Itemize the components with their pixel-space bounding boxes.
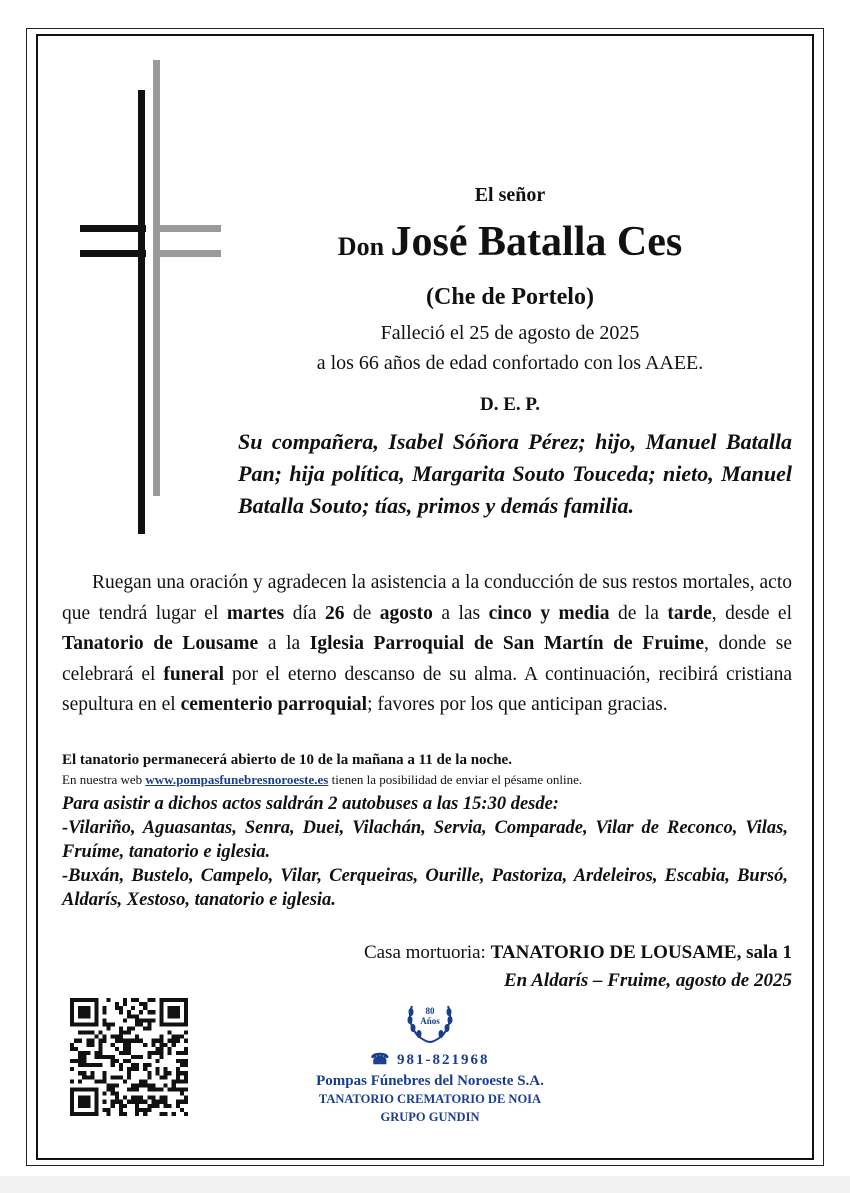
funeral-home-value: TANATORIO DE LOUSAME, sala 1 <box>490 942 792 963</box>
cross-black-vertical <box>138 90 145 534</box>
dep-text: D. E. P. <box>479 394 540 415</box>
cross-black-horizontal-top <box>80 225 146 232</box>
name-main: José Batalla Ces <box>390 219 683 265</box>
funeral-home-label: Casa mortuoria: <box>363 942 491 963</box>
cross-black-horizontal-bottom <box>80 250 146 257</box>
ceremony-text: , donde se celebrará el <box>62 633 793 685</box>
seal-number: 80 <box>425 1006 435 1016</box>
website-link[interactable]: www.pompasfunebresnoroeste.es <box>145 772 329 787</box>
death-date: Falleció el 25 de agosto de 2025 <box>380 322 640 344</box>
seal-label: Años <box>420 1016 440 1026</box>
ceremony-text: a la <box>258 633 310 654</box>
death-info <box>230 318 790 378</box>
ceremony-period: tarde <box>667 602 712 624</box>
company-name: Pompas Fúnebres del Noroeste S.A. <box>316 1073 544 1089</box>
ceremony-month: agosto <box>379 602 433 624</box>
web-note-text: tienen la posibilidad de enviar el pésame online. <box>328 772 583 787</box>
ceremony-text: de <box>344 602 380 624</box>
company-subtitle: TANATORIO CREMATORIO DE NOIA <box>318 1092 542 1106</box>
ceremony-text: ; favores por los que anticipan gracias. <box>367 694 668 715</box>
web-note-text: En nuestra web <box>62 772 146 787</box>
ceremony-text: a las <box>432 602 489 624</box>
bottom-strip <box>0 1176 850 1193</box>
funeral-home <box>62 942 792 964</box>
ceremony-text: , desde el <box>711 602 793 624</box>
phone-number[interactable] <box>270 1050 590 1069</box>
bus-info <box>62 792 788 912</box>
ceremony-time: cinco y media <box>488 602 610 624</box>
bus-route-2: -Buxán, Bustelo, Campelo, Vilar, Cerqueiras, Ourille, Pastoriza, Ardeleiros, Escabia, Bursó, Aldarís, Xestoso, tanatorio e iglesia. <box>62 866 788 910</box>
family-list: Su compañera, Isabel Sóñora Pérez; hijo, Manuel Batalla Pan; hija política, Margarita Souto Touceda; nieto, Manuel Batalla Souto; tías, primos y demás familia. <box>238 429 792 518</box>
death-age: a los 66 años de edad confortado con los AAEE. <box>316 352 704 374</box>
opening-hours-note: El tanatorio permanecerá abierto de 10 de la mañana a 11 de la noche. <box>62 752 512 768</box>
seal-text <box>398 1006 462 1026</box>
ceremony-day: martes <box>226 602 285 624</box>
phone-text: 981-821968 <box>396 1052 490 1068</box>
cross-icon <box>76 60 226 540</box>
qr-code-icon[interactable] <box>70 998 188 1116</box>
cross-gray-vertical <box>153 60 160 496</box>
ceremony-cemetery: cementerio parroquial <box>180 694 368 715</box>
ceremony-paragraph <box>62 568 792 721</box>
bus-route-1: -Vilariño, Aguasantas, Senra, Duei, Vilachán, Servia, Comparade, Vilar de Reconco, Vilas, Fruíme, tanatorio e iglesia. <box>62 818 788 862</box>
ceremony-origin: Tanatorio de Lousame <box>62 633 259 654</box>
ceremony-text: Ruegan una oración y agradecen la asistencia a la conducción de sus restos mortales, acto que tendrá lugar el <box>62 572 792 624</box>
ceremony-text: por el eterno descanso de su alma. A continuación, recibirá cristiana sepultura en el <box>62 663 792 715</box>
name-prefix: Don <box>337 232 385 261</box>
nickname: (Che de Portelo) <box>426 284 594 310</box>
ceremony-church: Iglesia Parroquial de San Martín de Fruime <box>309 633 705 654</box>
ceremony-text: día <box>284 602 325 624</box>
ceremony-text: de la <box>609 602 668 624</box>
bus-intro: Para asistir a dichos actos saldrán 2 autobuses a las 15:30 desde: <box>62 794 559 814</box>
web-note <box>62 772 792 788</box>
phone-icon: ☎ <box>370 1052 392 1068</box>
intro-text: El señor <box>474 184 546 206</box>
ceremony-date-number: 26 <box>324 602 345 624</box>
company-group: GRUPO GUNDIN <box>380 1110 480 1124</box>
cross-gray-horizontal-bottom <box>153 250 221 257</box>
deceased-name <box>230 218 790 266</box>
ceremony-funeral: funeral <box>163 663 225 685</box>
cross-gray-horizontal-top <box>153 225 221 232</box>
place-date: En Aldarís – Fruime, agosto de 2025 <box>503 970 792 991</box>
